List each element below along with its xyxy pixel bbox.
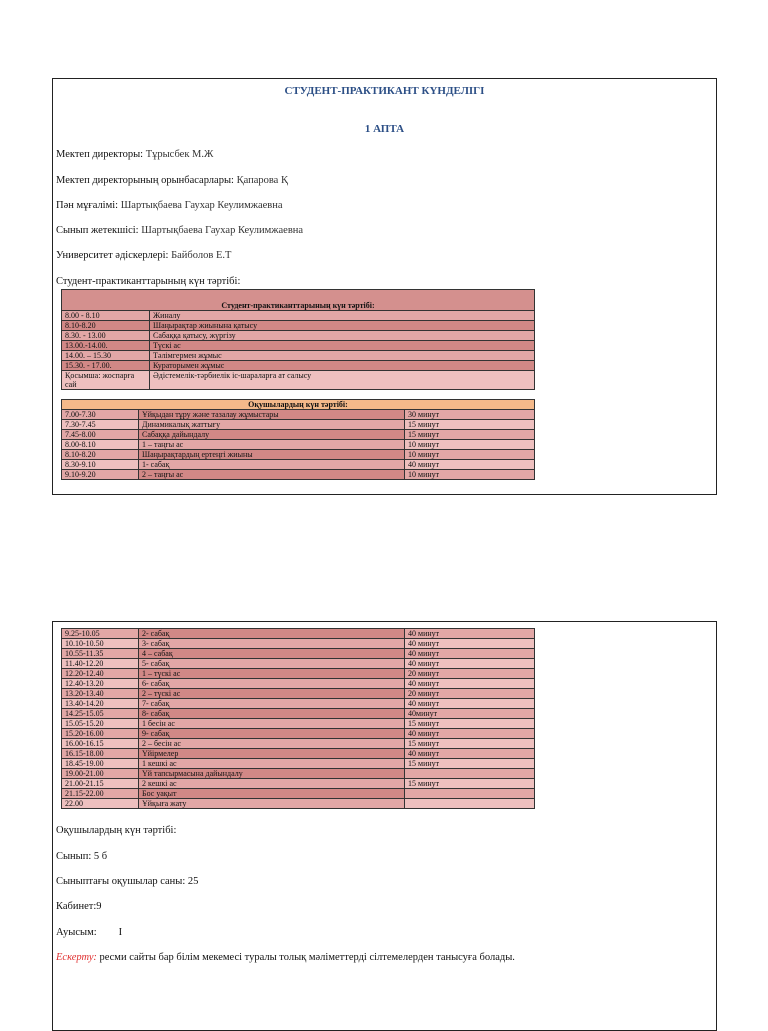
table-row bbox=[62, 759, 535, 769]
duration-cell: 40 минут bbox=[405, 649, 535, 659]
document-page-2 bbox=[52, 621, 717, 1031]
week-label: 1 АПТА bbox=[364, 123, 405, 135]
activity-cell: 5- сабақ bbox=[139, 659, 405, 669]
info-value: 5 б bbox=[93, 851, 108, 862]
activity-cell: Әдістемелік-тәрбиелік іс-шараларға ат салысу bbox=[150, 371, 535, 390]
info-subject-teacher bbox=[56, 200, 283, 211]
time-cell: 12.40-13.20 bbox=[62, 679, 139, 689]
table-row bbox=[62, 450, 535, 460]
duration-cell: 10 минут bbox=[405, 450, 535, 460]
time-cell: 19.00-21.00 bbox=[62, 769, 139, 779]
info-label: Мектеп директорының орынбасарлары: bbox=[56, 175, 237, 186]
table-header: Оқушылардың күн тәртібі: bbox=[62, 400, 535, 410]
time-cell: 15.05-15.20 bbox=[62, 719, 139, 729]
activity-cell: 2 – таңғы ас bbox=[139, 470, 405, 480]
table-row bbox=[62, 649, 535, 659]
activity-cell: 1 кешкі ас bbox=[139, 759, 405, 769]
table-row bbox=[62, 779, 535, 789]
pupil-schedule-table-continued bbox=[61, 628, 535, 809]
time-cell: 22.00 bbox=[62, 799, 139, 809]
table-row bbox=[62, 311, 535, 321]
duration-cell bbox=[405, 769, 535, 779]
info-label: Сынып жетекшісі: bbox=[56, 225, 142, 236]
pupil-schedule-table bbox=[61, 399, 535, 480]
activity-cell: Үйірмелер bbox=[139, 749, 405, 759]
time-cell: 21.00-21.15 bbox=[62, 779, 139, 789]
time-cell: 9.10-9.20 bbox=[62, 470, 139, 480]
activity-cell: Үй тапсырмасына дайындалу bbox=[139, 769, 405, 779]
table-row bbox=[62, 749, 535, 759]
time-cell: 12.20-12.40 bbox=[62, 669, 139, 679]
activity-cell: 9- сабақ bbox=[139, 729, 405, 739]
time-cell: 14.25-15.05 bbox=[62, 709, 139, 719]
diary-title: СТУДЕНТ-ПРАКТИКАНТ КҮНДЕЛІГІ bbox=[284, 85, 485, 97]
info-deputy bbox=[56, 175, 288, 186]
table-header-row bbox=[62, 290, 535, 311]
table-row bbox=[62, 321, 535, 331]
table-row bbox=[62, 689, 535, 699]
info-director bbox=[56, 149, 213, 160]
pupil-schedule-caption: Оқушылардың күн тәртібі: bbox=[56, 825, 177, 836]
info-value: 9 bbox=[96, 901, 102, 912]
table-row bbox=[62, 799, 535, 809]
info-pupil-count bbox=[56, 876, 198, 887]
activity-cell: Тәлімгермен жұмыс bbox=[150, 351, 535, 361]
time-cell: 15.30. - 17.00. bbox=[62, 361, 150, 371]
info-label: Сыныптағы оқушылар саны: bbox=[56, 876, 188, 887]
info-value: Байболов Е.Т bbox=[171, 250, 232, 261]
duration-cell: 40 минут bbox=[405, 729, 535, 739]
time-cell: 10.10-10.50 bbox=[62, 639, 139, 649]
table-row bbox=[62, 470, 535, 480]
info-value: 25 bbox=[187, 876, 199, 887]
time-cell: 7.00-7.30 bbox=[62, 410, 139, 420]
duration-cell: 15 минут bbox=[405, 430, 535, 440]
time-cell: 7.45-8.00 bbox=[62, 430, 139, 440]
table-row bbox=[62, 371, 535, 390]
activity-cell: 8- сабақ bbox=[139, 709, 405, 719]
activity-cell: 1- сабақ bbox=[139, 460, 405, 470]
duration-cell: 40 минут bbox=[405, 699, 535, 709]
activity-cell: 2 кешкі ас bbox=[139, 779, 405, 789]
note-label: Ескерту: bbox=[56, 952, 97, 963]
table-row bbox=[62, 351, 535, 361]
duration-cell bbox=[405, 789, 535, 799]
time-cell: 8.00-8.10 bbox=[62, 440, 139, 450]
info-value: Шартықбаева Гаухар Кеулимжаевна bbox=[120, 200, 283, 211]
table-row bbox=[62, 719, 535, 729]
activity-cell: 1 – таңғы ас bbox=[139, 440, 405, 450]
table-row bbox=[62, 420, 535, 430]
table-row bbox=[62, 729, 535, 739]
activity-cell: 1 бесін ас bbox=[139, 719, 405, 729]
table-row bbox=[62, 460, 535, 470]
time-cell: 21.15-22.00 bbox=[62, 789, 139, 799]
info-label: Кабинет: bbox=[56, 901, 97, 912]
table-row bbox=[62, 699, 535, 709]
activity-cell: Кураторымен жұмыс bbox=[150, 361, 535, 371]
table-row bbox=[62, 341, 535, 351]
time-cell: 8.10-8.20 bbox=[62, 321, 150, 331]
duration-cell: 15 минут bbox=[405, 779, 535, 789]
activity-cell: Бос уақыт bbox=[139, 789, 405, 799]
duration-cell: 15 минут bbox=[405, 719, 535, 729]
duration-cell: 40 минут bbox=[405, 659, 535, 669]
time-cell: 8.30. - 13.00 bbox=[62, 331, 150, 341]
table-row bbox=[62, 669, 535, 679]
activity-cell: Түскі ас bbox=[150, 341, 535, 351]
table-row bbox=[62, 440, 535, 450]
duration-cell: 20 минут bbox=[405, 689, 535, 699]
time-cell: 11.40-12.20 bbox=[62, 659, 139, 669]
time-cell: 13.20-13.40 bbox=[62, 689, 139, 699]
info-label: Мектеп директоры: bbox=[56, 149, 146, 160]
table-row bbox=[62, 709, 535, 719]
info-value: I bbox=[118, 927, 123, 938]
time-cell: 7.30-7.45 bbox=[62, 420, 139, 430]
time-cell: 18.45-19.00 bbox=[62, 759, 139, 769]
duration-cell: 10 минут bbox=[405, 470, 535, 480]
activity-cell: Ұйқыдан тұру және тазалау жұмыстары bbox=[139, 410, 405, 420]
note-paragraph bbox=[56, 952, 515, 963]
activity-cell: Шаңырақтардың ертеңгі жиыны bbox=[139, 450, 405, 460]
duration-cell: 40минут bbox=[405, 709, 535, 719]
time-cell: 8.30-9.10 bbox=[62, 460, 139, 470]
table-header-row bbox=[62, 400, 535, 410]
activity-cell: Шаңырақтар жиынына қатысу bbox=[150, 321, 535, 331]
duration-cell bbox=[405, 799, 535, 809]
table-row bbox=[62, 789, 535, 799]
activity-cell: Динамикалық жаттығу bbox=[139, 420, 405, 430]
table-row bbox=[62, 361, 535, 371]
note-text: ресми сайты бар білім мекемесі туралы толық мәліметтерді сілтемелерден танысуға болады. bbox=[96, 952, 515, 963]
info-value: Қапарова Қ bbox=[236, 175, 288, 186]
info-university-methodist bbox=[56, 250, 231, 261]
duration-cell: 40 минут bbox=[405, 629, 535, 639]
activity-cell: Сабаққа қатысу, жүргізу bbox=[150, 331, 535, 341]
duration-cell: 15 минут bbox=[405, 739, 535, 749]
duration-cell: 20 минут bbox=[405, 669, 535, 679]
activity-cell: 7- сабақ bbox=[139, 699, 405, 709]
info-shift bbox=[56, 927, 122, 938]
duration-cell: 40 минут bbox=[405, 639, 535, 649]
schedule-caption: Студент-практиканттарының күн тәртібі: bbox=[56, 276, 241, 287]
time-cell: 8.10-8.20 bbox=[62, 450, 139, 460]
duration-cell: 30 минут bbox=[405, 410, 535, 420]
duration-cell: 40 минут bbox=[405, 679, 535, 689]
info-value: Шартықбаева Гаухар Кеулимжаевна bbox=[141, 225, 304, 236]
student-schedule-table bbox=[61, 289, 535, 390]
activity-cell: 2 – бесін ас bbox=[139, 739, 405, 749]
table-header: Студент-практиканттарының күн тәртібі: bbox=[62, 290, 535, 311]
info-value: Тұрысбек М.Ж bbox=[145, 149, 214, 160]
table-row bbox=[62, 430, 535, 440]
activity-cell: 1 – түскі ас bbox=[139, 669, 405, 679]
table-row bbox=[62, 739, 535, 749]
duration-cell: 15 минут bbox=[405, 420, 535, 430]
time-cell: 13.40-14.20 bbox=[62, 699, 139, 709]
activity-cell: Сабаққа дайындалу bbox=[139, 430, 405, 440]
activity-cell: Жиналу bbox=[150, 311, 535, 321]
time-cell: 10.55-11.35 bbox=[62, 649, 139, 659]
time-cell: 8.00 - 8.10 bbox=[62, 311, 150, 321]
time-cell: 16.00-16.15 bbox=[62, 739, 139, 749]
time-cell: 13.00.-14.00. bbox=[62, 341, 150, 351]
table-row bbox=[62, 331, 535, 341]
info-label: Пән мұғалімі: bbox=[56, 200, 121, 211]
table-row bbox=[62, 410, 535, 420]
info-class-teacher bbox=[56, 225, 303, 236]
activity-cell: 2- сабақ bbox=[139, 629, 405, 639]
duration-cell: 15 минут bbox=[405, 759, 535, 769]
activity-cell: Ұйқыға жату bbox=[139, 799, 405, 809]
duration-cell: 40 минут bbox=[405, 749, 535, 759]
table-row bbox=[62, 769, 535, 779]
info-cabinet bbox=[56, 901, 102, 912]
time-cell: 16.15-18.00 bbox=[62, 749, 139, 759]
activity-cell: 4 – сабақ bbox=[139, 649, 405, 659]
table-row bbox=[62, 659, 535, 669]
info-label: Сынып: bbox=[56, 851, 94, 862]
time-cell: 15.20-16.00 bbox=[62, 729, 139, 739]
duration-cell: 40 минут bbox=[405, 460, 535, 470]
duration-cell: 10 минут bbox=[405, 440, 535, 450]
info-label: Университет әдіскерлері: bbox=[56, 250, 172, 261]
info-label: Ауысым: bbox=[56, 927, 97, 938]
document-page-1 bbox=[52, 78, 717, 495]
table-row bbox=[62, 629, 535, 639]
activity-cell: 3- сабақ bbox=[139, 639, 405, 649]
table-row bbox=[62, 639, 535, 649]
table-row bbox=[62, 679, 535, 689]
info-class bbox=[56, 851, 107, 862]
activity-cell: 2 – түскі ас bbox=[139, 689, 405, 699]
time-cell: Қосымша: жоспарға сай bbox=[62, 371, 150, 390]
time-cell: 9.25-10.05 bbox=[62, 629, 139, 639]
time-cell: 14.00. – 15.30 bbox=[62, 351, 150, 361]
activity-cell: 6- сабақ bbox=[139, 679, 405, 689]
